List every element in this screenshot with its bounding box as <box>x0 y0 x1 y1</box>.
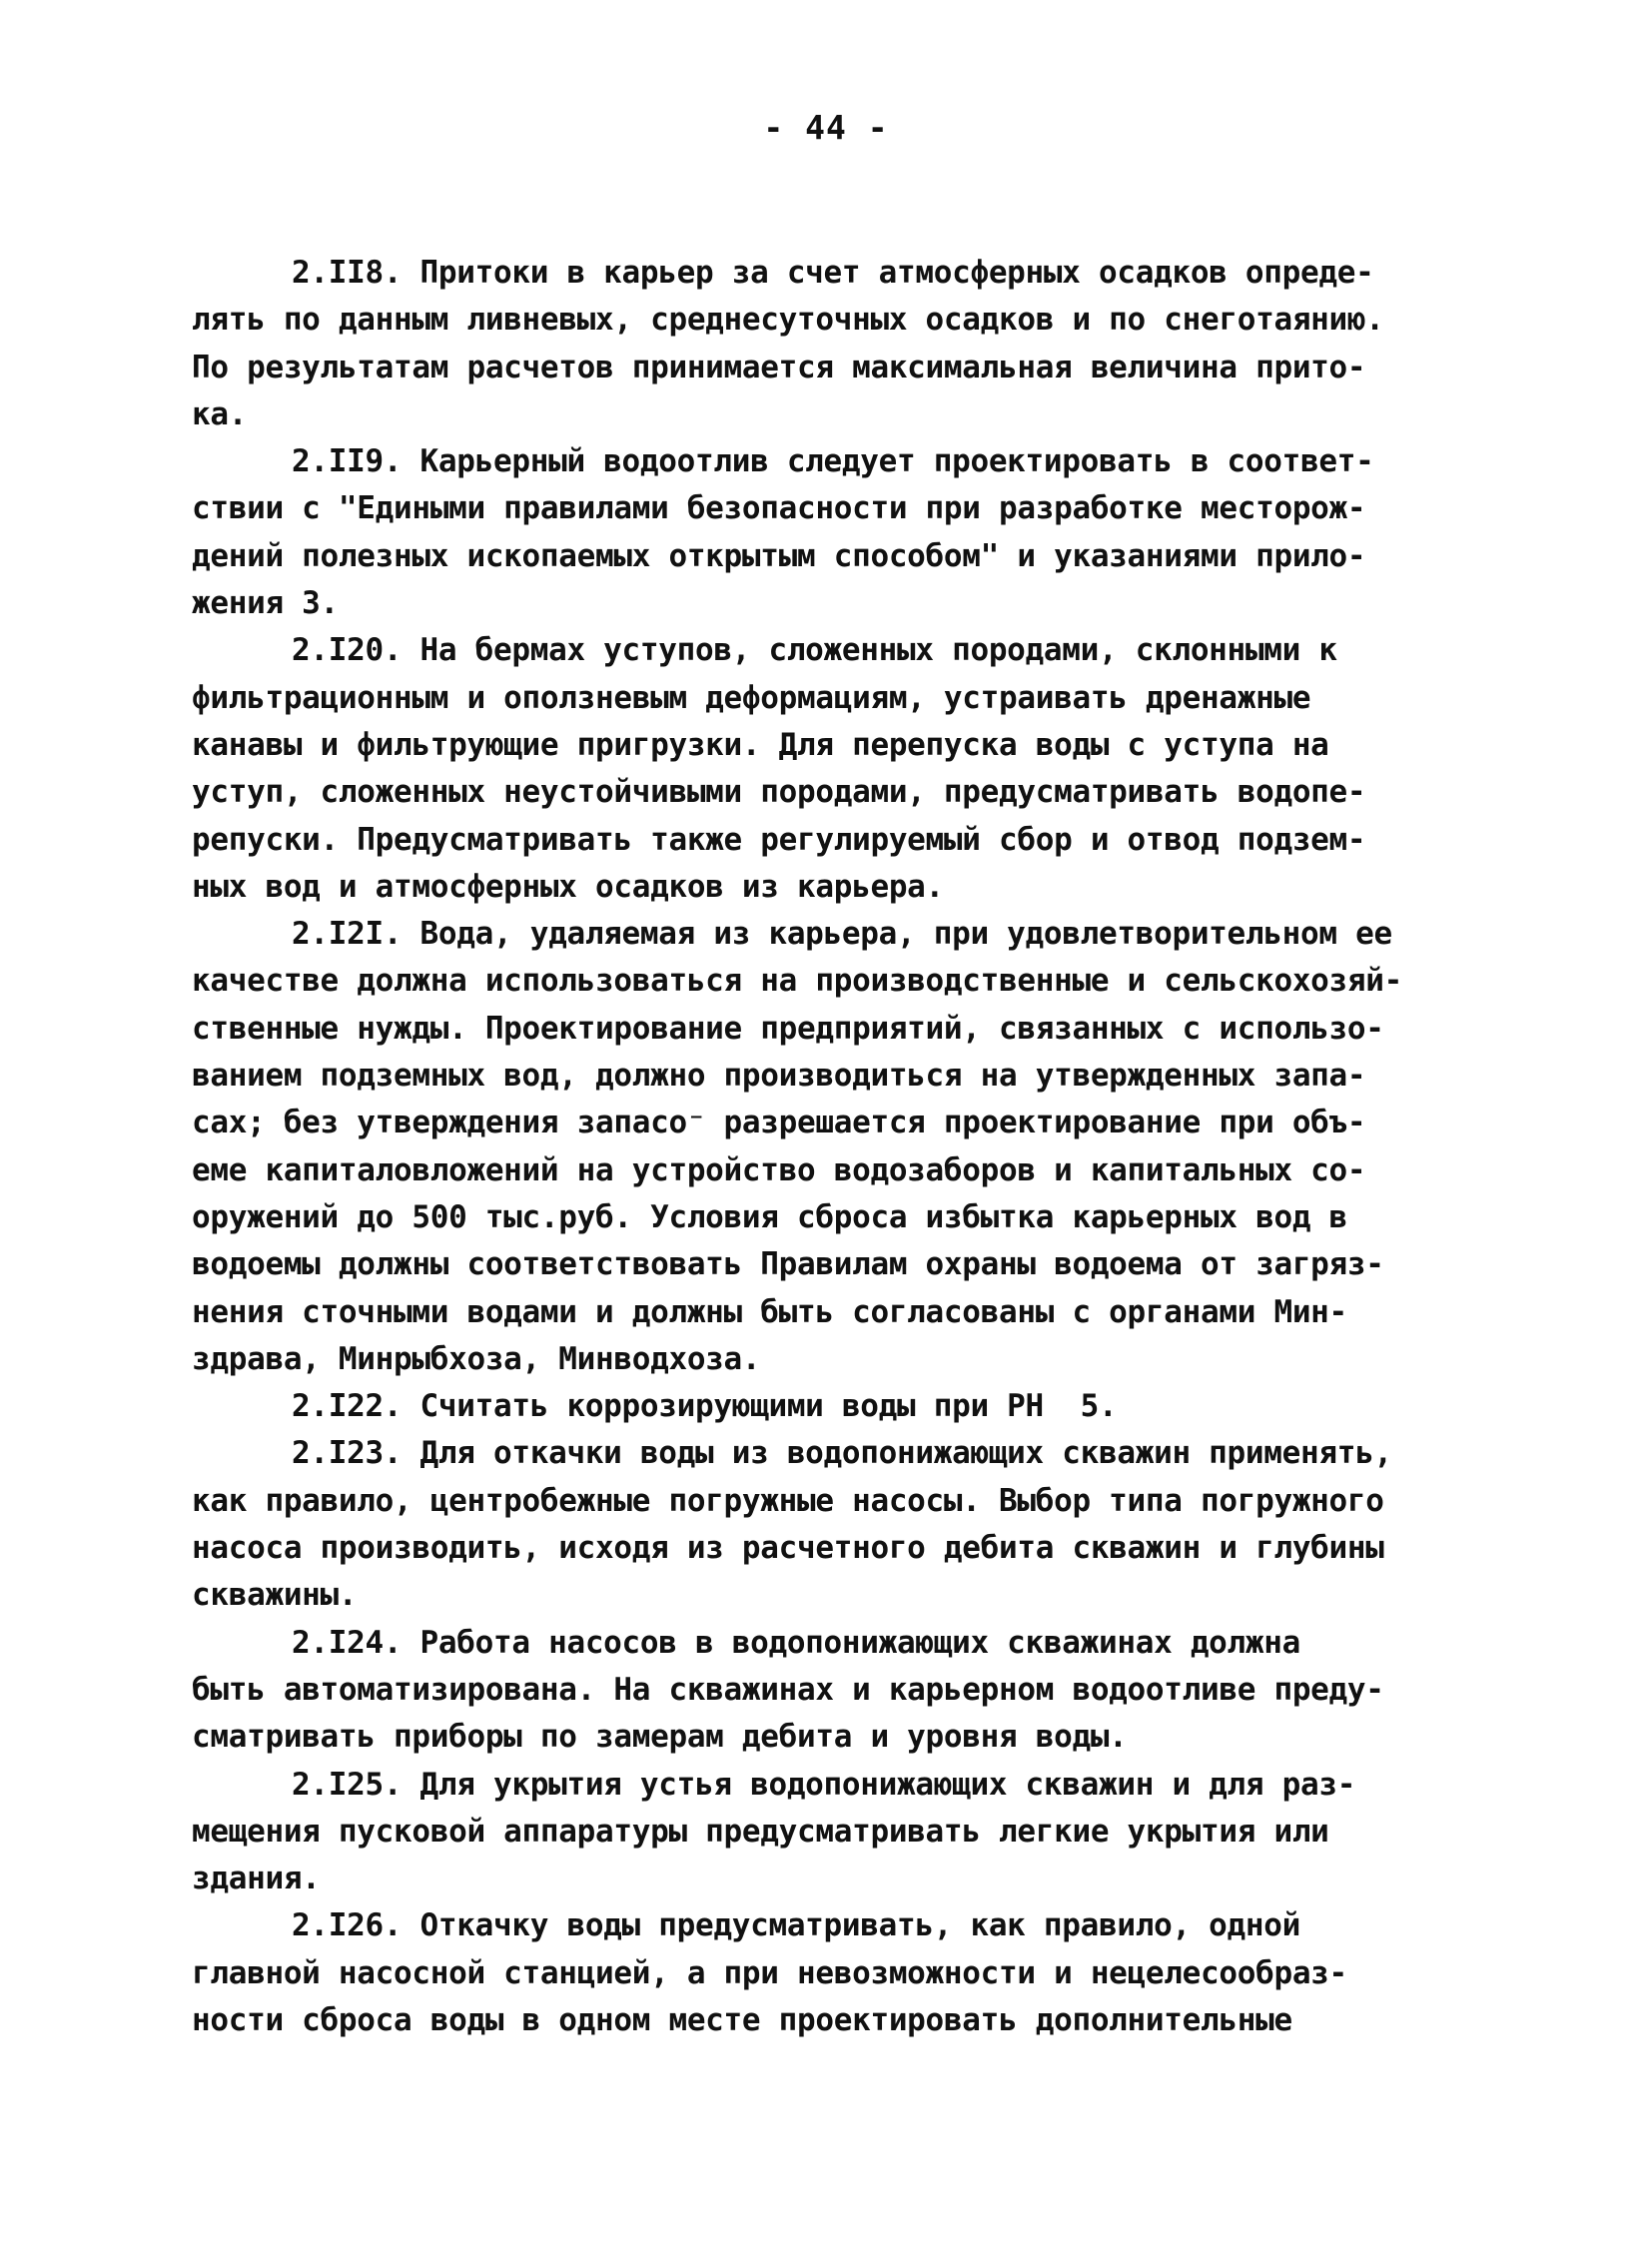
text-line: лять по данным ливневых, среднесуточных осадков и по снеготаянию. <box>192 302 1384 339</box>
paragraph-2-122 <box>192 1383 1480 1430</box>
text-line: сматривать приборы по замерам дебита и уровня воды. <box>192 1719 1128 1756</box>
text-line: фильтрационным и оползневым деформациям, устраивать дренажные <box>192 679 1311 716</box>
text-line: здрава, Минрыбхоза, Минводхоза. <box>192 1340 761 1377</box>
text-line: качестве должна использоваться на производственные и сельскохозяй- <box>192 963 1402 1000</box>
text-line: 2.I26. Откачку воды предусматривать, как правило, одной <box>292 1907 1300 1944</box>
paragraph-2-123 <box>192 1430 1480 1619</box>
text-line: 2.I24. Работа насосов в водопонижающих скважинах должна <box>292 1624 1300 1661</box>
text-line: нения сточными водами и должны быть согласованы с органами Мин- <box>192 1293 1347 1330</box>
text-line: 2.I25. Для укрытия устья водопонижающих скважин и для раз- <box>292 1766 1356 1803</box>
text-line: мещения пусковой аппаратуры предусматривать легкие укрытия или <box>192 1813 1329 1850</box>
page-number: - 44 - <box>763 108 889 147</box>
text-line: насоса производить, исходя из расчетного дебита скважин и глубины <box>192 1530 1384 1567</box>
text-line: скважины. <box>192 1577 358 1614</box>
text-line: еме капиталовложений на устройство водозаборов и капитальных со- <box>192 1151 1366 1188</box>
text-line: уступ, сложенных неустойчивыми породами, предусматривать водопе- <box>192 774 1366 811</box>
document-body <box>192 250 1480 2044</box>
text-line: водоемы должны соответствовать Правилам охраны водоема от загряз- <box>192 1246 1384 1283</box>
text-line: 2.II9. Карьерный водоотлив следует проектировать в соответ- <box>292 443 1374 480</box>
text-line: 2.I22. Считать коррозирующими воды при РН 5. <box>292 1388 1118 1425</box>
text-line: канавы и фильтрующие пригрузки. Для перепуска воды с уступа на <box>192 726 1329 763</box>
text-line: ных вод и атмосферных осадков из карьера. <box>192 868 944 905</box>
text-line: как правило, центробежные погружные насосы. Выбор типа погружного <box>192 1482 1384 1519</box>
text-line: быть автоматизирована. На скважинах и карьерном водоотливе преду- <box>192 1671 1384 1708</box>
text-line: оружений до 500 тыс.руб. Условия сброса избытка карьерных вод в <box>192 1198 1347 1235</box>
text-line: ности сброса воды в одном месте проектировать дополнительные <box>192 2001 1292 2038</box>
paragraph-2-119 <box>192 438 1480 627</box>
text-line: главной насосной станцией, а при невозможности и нецелесообраз- <box>192 1954 1347 1991</box>
text-line: репуски. Предусматривать также регулируемый сбор и отвод подзем- <box>192 821 1366 858</box>
paragraph-2-126 <box>192 1902 1480 2044</box>
text-line: ванием подземных вод, должно производиться на утвержденных запа- <box>192 1058 1366 1095</box>
text-line: ка. <box>192 395 248 432</box>
paragraph-2-125 <box>192 1762 1480 1903</box>
text-line: ственные нужды. Проектирование предприятий, связанных с использо- <box>192 1010 1384 1047</box>
text-line: По результатам расчетов принимается максимальная величина прито- <box>192 349 1366 385</box>
text-line: 2.I20. На бермах уступов, сложенных породами, склонными к <box>292 632 1337 669</box>
text-line: 2.I23. Для откачки воды из водопонижающих скважин применять, <box>292 1435 1392 1472</box>
text-line: ствии с "Едиными правилами безопасности при разработке месторож- <box>192 490 1366 527</box>
text-line: 2.II8. Притоки в карьер за счет атмосферных осадков опреде- <box>292 255 1374 291</box>
text-line: 2.I2I. Вода, удаляемая из карьера, при удовлетворительном ее <box>292 916 1392 953</box>
paragraph-2-120 <box>192 627 1480 911</box>
text-line: жения 3. <box>192 585 339 622</box>
text-line: здания. <box>192 1861 321 1897</box>
paragraph-2-121 <box>192 911 1480 1383</box>
paragraph-2-118 <box>192 250 1480 438</box>
text-line: сах; без утверждения запасо⁻ разрешается проектирование при объ- <box>192 1105 1366 1141</box>
paragraph-2-124 <box>192 1620 1480 1762</box>
text-line: дений полезных ископаемых открытым способом" и указаниями прило- <box>192 537 1366 574</box>
